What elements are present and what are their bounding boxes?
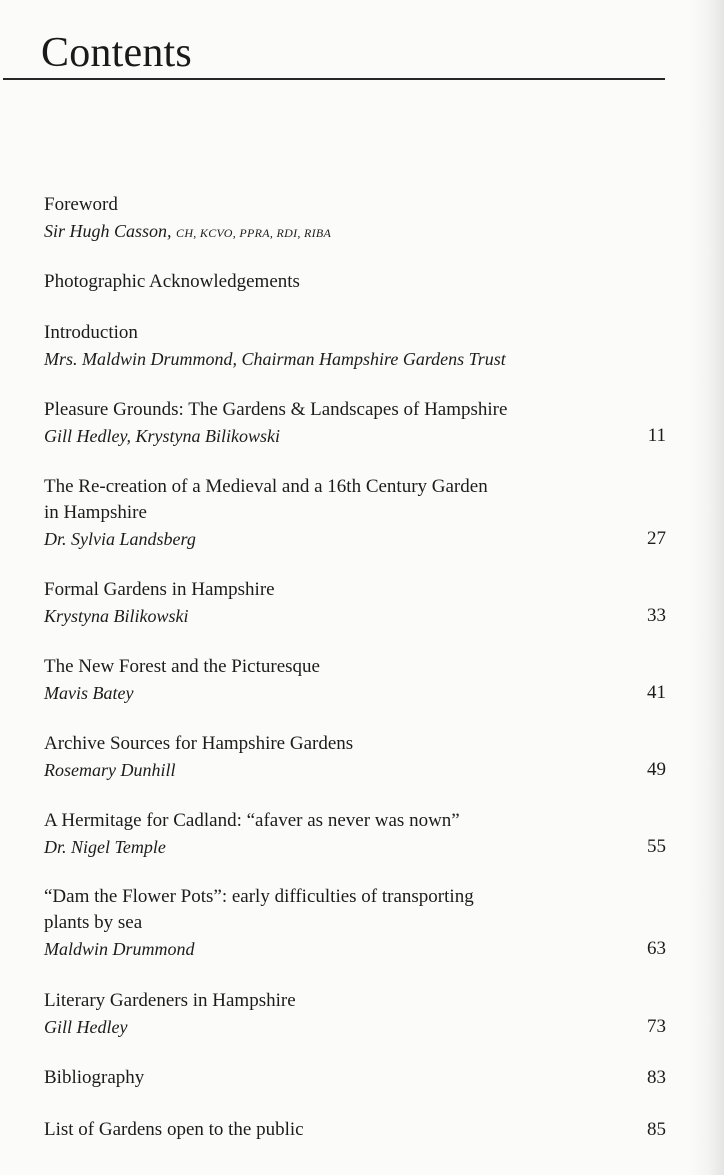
entry-author: Dr. Nigel Temple bbox=[44, 837, 166, 857]
entry-author: Krystyna Bilikowski bbox=[44, 606, 189, 626]
toc-entry-bibliography bbox=[44, 1065, 666, 1091]
page-number: 85 bbox=[647, 1119, 666, 1140]
entry-author: Gill Hedley, Krystyna Bilikowski bbox=[44, 426, 280, 446]
entry-title-line-2: in Hampshire bbox=[44, 502, 147, 523]
entry-title: Literary Gardeners in Hampshire bbox=[44, 990, 296, 1011]
entry-title: A Hermitage for Cadland: “afaver as never was nown” bbox=[44, 810, 460, 831]
entry-title: List of Gardens open to the public bbox=[44, 1119, 304, 1140]
entry-title: Photographic Acknowledgements bbox=[44, 271, 300, 292]
entry-title-line-1: “Dam the Flower Pots”: early difficulties of transporting bbox=[44, 886, 474, 907]
page-title: Contents bbox=[41, 30, 192, 76]
page-number: 11 bbox=[647, 425, 666, 446]
toc-entry-new-forest bbox=[44, 654, 666, 706]
entry-author: Mavis Batey bbox=[44, 683, 134, 703]
page-number: 73 bbox=[647, 1016, 666, 1037]
entry-author: Dr. Sylvia Landsberg bbox=[44, 529, 196, 549]
page-number: 41 bbox=[647, 682, 666, 703]
author-name: Sir Hugh Casson, bbox=[44, 221, 172, 241]
page-number: 49 bbox=[647, 759, 666, 780]
toc-entry-introduction bbox=[44, 320, 666, 372]
toc-entry-archive-sources bbox=[44, 731, 666, 783]
author-honours: CH, KCVO, PPRA, RDI, RIBA bbox=[176, 226, 332, 240]
toc-entry-foreword bbox=[44, 192, 666, 246]
entry-title: Introduction bbox=[44, 322, 138, 343]
entry-author: Maldwin Drummond bbox=[44, 939, 195, 959]
toc-entry-formal-gardens bbox=[44, 577, 666, 629]
entry-title-line-2: plants by sea bbox=[44, 912, 143, 933]
entry-title: Bibliography bbox=[44, 1067, 145, 1088]
toc-entry-hermitage bbox=[44, 808, 666, 860]
page-number: 27 bbox=[647, 528, 666, 549]
entry-author bbox=[44, 218, 666, 246]
entry-title: The New Forest and the Picturesque bbox=[44, 656, 320, 677]
page-number: 63 bbox=[647, 938, 666, 959]
toc-entry-flower-pots bbox=[44, 884, 666, 962]
page-number: 83 bbox=[647, 1067, 666, 1088]
entry-title: Foreword bbox=[44, 194, 118, 215]
page-number: 33 bbox=[647, 605, 666, 626]
toc-entry-gardens-list bbox=[44, 1117, 666, 1143]
entry-author: Mrs. Maldwin Drummond, Chairman Hampshire Gardens Trust bbox=[44, 349, 506, 369]
page-number: 55 bbox=[647, 836, 666, 857]
toc-entry-literary-gardeners bbox=[44, 988, 666, 1040]
toc-entry-acknowledgements bbox=[44, 269, 666, 295]
entry-title-line-1: The Re-creation of a Medieval and a 16th Century Garden bbox=[44, 476, 488, 497]
toc-entry-pleasure-grounds bbox=[44, 397, 666, 449]
entry-title: Archive Sources for Hampshire Gardens bbox=[44, 733, 354, 754]
entry-author: Gill Hedley bbox=[44, 1017, 128, 1037]
entry-title: Formal Gardens in Hampshire bbox=[44, 579, 275, 600]
entry-title: Pleasure Grounds: The Gardens & Landscapes of Hampshire bbox=[44, 399, 508, 420]
toc-entry-medieval-garden bbox=[44, 474, 666, 552]
entry-author: Rosemary Dunhill bbox=[44, 760, 176, 780]
